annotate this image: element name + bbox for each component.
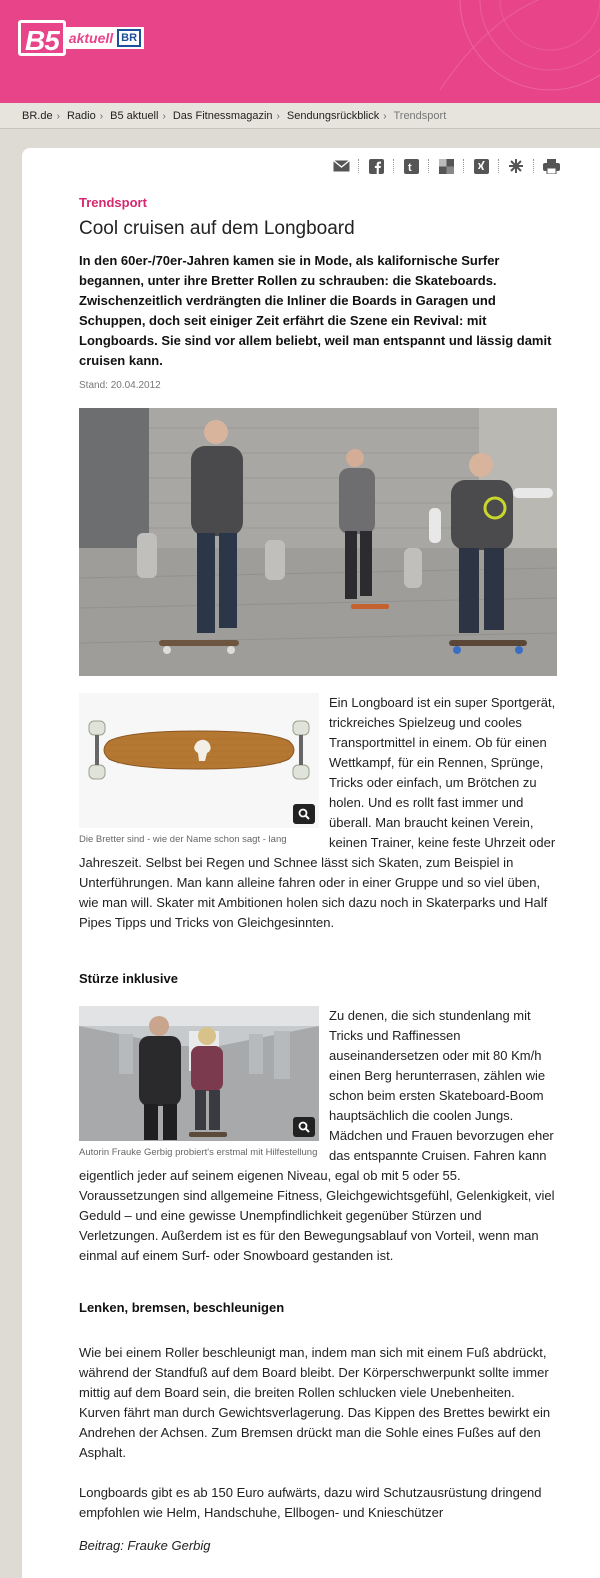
author-photo-illustration	[79, 1006, 319, 1141]
hero-photo-illustration	[79, 408, 557, 676]
share-icon[interactable]	[507, 157, 525, 175]
paragraph-4: Longboards gibt es ab 150 Euro aufwärts, dazu wird Schutzausrüstung dringend empfohlen wie Helm, Handschuhe, Ellbogen- und Knieschützer	[79, 1485, 542, 1520]
chevron-right-icon: ›	[162, 111, 166, 122]
breadcrumb-link-fitnessmagazin[interactable]: Das Fitnessmagazin	[172, 110, 273, 122]
breadcrumb-link-b5-aktuell[interactable]: B5 aktuell	[110, 110, 159, 122]
toolbar-divider	[463, 159, 464, 173]
twitter-icon[interactable]	[402, 157, 420, 175]
logo-b5: B5	[18, 20, 66, 56]
figure-author	[79, 1006, 319, 1159]
mail-icon[interactable]	[332, 157, 350, 175]
chevron-right-icon: ›	[383, 111, 387, 122]
logo-br: BR	[117, 27, 144, 49]
section-intro	[79, 693, 557, 933]
zoom-icon[interactable]	[293, 804, 315, 824]
author-photo[interactable]	[79, 1006, 319, 1141]
article-kicker: Trendsport	[79, 195, 147, 210]
toolbar-divider	[428, 159, 429, 173]
image-caption: Autorin Frauke Gerbig probiert's erstmal mit Hilfestellung	[79, 1147, 318, 1158]
xing-icon[interactable]	[472, 157, 490, 175]
breadcrumb-current: Trendsport	[393, 110, 447, 122]
image-caption: Die Bretter sind - wie der Name schon sagt - lang	[79, 834, 287, 845]
breadcrumb	[0, 103, 600, 129]
article-author: Beitrag: Frauke Gerbig	[79, 1538, 211, 1553]
paragraph-2: Zu denen, die sich stundenlang mit Tricks und Raffinessen auseinandersetzen oder mit 80 Km/h einen Berg herunterrasen, zählen wie schon beim ersten Skateboard-Boom hauptsächlich die coolen Jungs. Mädchen und Frauen bevorzugen eher das entspannte Cruisen. Fahren kann eigentlich jeder auf seinem eigenen Niveau, egal ob mit 5 oder 55. Voraussetzungen sind allgemeine Fitness, Gleichgewichtsgefühl, Gelenkigkeit, viel Geduld – und eine gewisse Unempfindlichkeit gegenüber Stürzen und Verletzungen. Außerdem ist es für den Bewegungsablauf von Vorteil, wenn man einmal auf einem Surf- oder Snowboard gestanden ist.	[79, 1008, 555, 1263]
print-icon[interactable]	[542, 157, 560, 175]
figure-longboard	[79, 693, 319, 846]
toolbar-divider	[358, 159, 359, 173]
logo-aktuell: aktuell	[64, 27, 117, 49]
hero-image-longboarders[interactable]	[79, 408, 557, 676]
article-title: Cool cruisen auf dem Longboard	[79, 218, 355, 239]
section-stuerze	[79, 1006, 557, 1266]
svg-text:t: t	[407, 161, 412, 174]
subhead-stuerze: Stürze inklusive	[79, 971, 178, 986]
toolbar-divider	[498, 159, 499, 173]
article-card	[22, 148, 600, 1578]
delicious-icon[interactable]	[437, 157, 455, 175]
toolbar-divider	[533, 159, 534, 173]
article-lead: In den 60er-/70er-Jahren kamen sie in Mode, als kalifornische Surfer begannen, unter ihre Bretter Rollen zu schrauben: die Skateboards. Zwischenzeitlich verdrängten die Inliner die Boards in Garagen und Schuppen, doch seit einiger Zeit erfährt die Szene ein Revival: mit Longboards. Sie sind vor allem beliebt, weil man entspannt und lässig damit cruisen kann.	[79, 253, 552, 368]
chevron-right-icon: ›	[276, 111, 280, 122]
share-toolbar	[332, 156, 560, 176]
subhead-lenken: Lenken, bremsen, beschleunigen	[79, 1300, 285, 1315]
chevron-right-icon: ›	[99, 111, 104, 122]
header-decoration	[400, 0, 600, 100]
b5-aktuell-logo[interactable]	[18, 20, 144, 56]
breadcrumb-link-sendungsrueckblick[interactable]: Sendungsrückblick	[286, 110, 380, 122]
breadcrumb-link-br[interactable]: BR.de	[22, 110, 53, 122]
longboard-image[interactable]	[79, 693, 319, 828]
article-date: Stand: 20.04.2012	[79, 380, 161, 391]
chevron-right-icon: ›	[56, 111, 60, 122]
breadcrumb-link-radio[interactable]: Radio	[66, 110, 96, 122]
facebook-icon[interactable]	[367, 157, 385, 175]
paragraph-1: Ein Longboard ist ein super Sportgerät, trickreiches Spielzeug und cooles Transportmittel in einem. Ob für einen Wettkampf, für ein Rennen, Sprünge, Tricks oder einfach, um Brötchen zu holen. Und es rollt fast immer und überall. Man braucht keinen Verein, keinen Trainer, keine feste Uhrzeit oder Jahreszeit. Selbst bei Regen und Schnee lässt sich Skaten, zum Beispiel in Unterführungen. Man kann alleine fahren oder in einer Gruppe und so viel üben, wie man will. Skater mit Ambitionen holen sich dazu noch in Skaterparks und Half Pipes Tipps und Tricks von Gleichgesinnten.	[79, 695, 556, 930]
paragraph-3: Wie bei einem Roller beschleunigt man, indem man sich mit einem Fuß abdrückt, während der Standfuß auf dem Board bleibt. Der Körperschwerpunkt sollte immer mittig auf dem Board sein, die breiten Rollen schlucken viele Unebenheiten. Kurven fährt man durch Gewichtsverlagerung. Das Kippen des Brettes bewirkt ein Andrehen der Achsen. Zum Bremsen drückt man die Sohle eines Fußes auf den Asphalt.	[79, 1345, 551, 1460]
zoom-icon[interactable]	[293, 1117, 315, 1137]
toolbar-divider	[393, 159, 394, 173]
site-header	[0, 0, 600, 103]
longboard-illustration	[79, 693, 319, 828]
